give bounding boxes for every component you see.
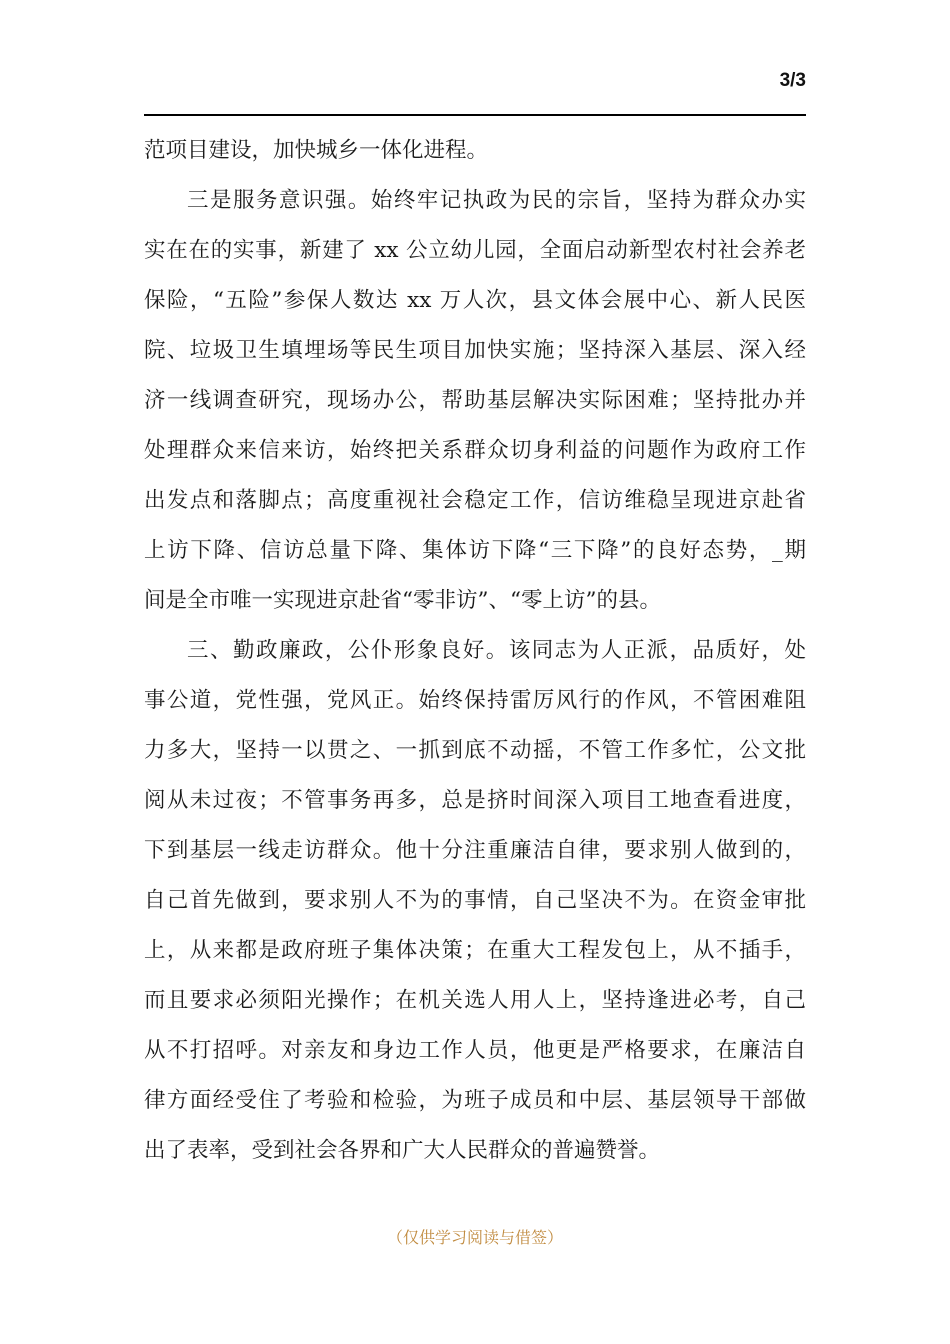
text-line: 范项目建设，加快城乡一体化进程。 [144,138,489,163]
text-line: 实在在的实事，新建了 xx 公立幼儿园，全面启动新型农村社会养老 [144,238,806,263]
text-line: 处理群众来信来访，始终把关系群众切身利益的问题作为政府工作 [144,438,806,463]
text-line: 间是全市唯一实现进京赴省“零非访”、“零上访”的县。 [144,588,661,613]
text-line: 律方面经受住了考验和检验，为班子成员和中层、基层领导干部做 [144,1088,806,1113]
text-line: 院、垃圾卫生填埋场等民生项目加快实施；坚持深入基层、深入经 [144,338,806,363]
paragraph-start-line: 三是服务意识强。始终牢记执政为民的宗旨，坚持为群众办实 [187,188,806,213]
document-body [144,126,806,1176]
page-number: 3/3 [779,70,806,91]
text-line: 事公道，党性强，党风正。始终保持雷厉风行的作风，不管困难阻 [144,688,806,713]
text-line: 从不打招呼。对亲友和身边工作人员，他更是严格要求，在廉洁自 [144,1038,806,1063]
text-line: 力多大，坚持一以贯之、一抓到底不动摇，不管工作多忙，公文批 [144,738,806,763]
text-line: 阅从未过夜；不管事务再多，总是挤时间深入项目工地查看进度， [144,788,806,813]
text-line: 上访下降、信访总量下降、集体访下降“三下降”的良好态势，_期 [144,538,806,563]
text-line: 自己首先做到，要求别人不为的事情，自己坚决不为。在资金审批 [144,888,806,913]
header-divider [144,114,806,116]
paragraph-start-line: 三、勤政廉政，公仆形象良好。该同志为人正派，品质好，处 [187,638,806,663]
text-line: 济一线调查研究，现场办公，帮助基层解决实际困难；坚持批办并 [144,388,806,413]
text-line: 保险，“五险”参保人数达 xx 万人次，县文体会展中心、新人民医 [144,288,806,313]
text-line: 上，从来都是政府班子集体决策；在重大工程发包上，从不插手， [144,938,806,963]
text-line: 出了表率，受到社会各界和广大人民群众的普遍赞誉。 [144,1138,661,1163]
text-line: 出发点和落脚点；高度重视社会稳定工作，信访维稳呈现进京赴省 [144,488,806,513]
text-line: 下到基层一线走访群众。他十分注重廉洁自律，要求别人做到的， [144,838,806,863]
footer-note: （仅供学习阅读与借签） [386,1228,563,1247]
text-line: 而且要求必须阳光操作；在机关选人用人上，坚持逢进必考，自己 [144,988,806,1013]
